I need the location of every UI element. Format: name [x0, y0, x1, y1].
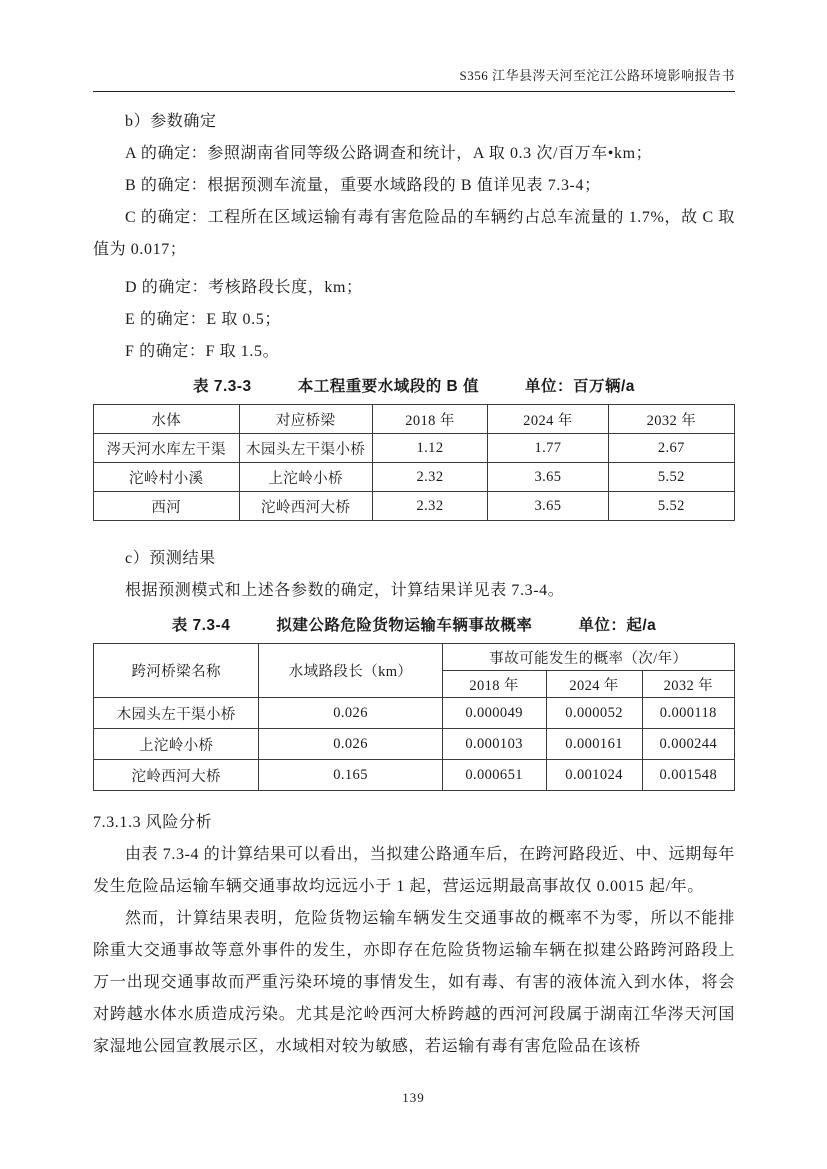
- table-cell: 0.000049: [442, 698, 546, 729]
- table-row: [94, 760, 735, 791]
- column-header: 2018 年: [442, 671, 546, 698]
- table-cell: 0.026: [259, 729, 442, 760]
- paragraph-param-b: B 的确定：根据预测车流量，重要水域路段的 B 值详见表 7.3-4；: [125, 177, 601, 194]
- table-cell: 西河: [94, 492, 240, 521]
- paragraph-param-f: F 的确定：F 取 1.5。: [125, 343, 280, 360]
- table-cell: 0.000118: [642, 698, 734, 729]
- page-number: 139: [402, 1090, 425, 1105]
- table-cell: 0.000244: [642, 729, 734, 760]
- table-cell: 沱岭西河大桥: [94, 760, 259, 791]
- table-cell: 3.65: [488, 463, 609, 492]
- table-cell: 0.001548: [642, 760, 734, 791]
- table-b-values-label: 表 7.3-3: [193, 378, 252, 395]
- column-group-header: 事故可能发生的概率（次/年）: [442, 644, 734, 671]
- table-cell: 0.026: [259, 698, 442, 729]
- table-cell: 上沱岭小桥: [239, 463, 372, 492]
- column-header: 水体: [94, 405, 240, 434]
- table-row: [94, 729, 735, 760]
- body-text: [93, 543, 735, 607]
- table-cell: 2.32: [372, 463, 487, 492]
- paragraph-param-e: E 的确定：E 取 0.5；: [125, 311, 281, 328]
- table-cell: 木园头左干渠小桥: [94, 698, 259, 729]
- table-probability-label: 表 7.3-4: [171, 617, 231, 634]
- table-cell: 上沱岭小桥: [94, 729, 259, 760]
- table-cell: 3.65: [488, 492, 609, 521]
- table-b-values-caption: [93, 376, 735, 398]
- section-heading-risk-analysis: 7.3.1.3 风险分析: [93, 814, 213, 831]
- table-cell: 木园头左干渠小桥: [239, 434, 372, 463]
- table-cell: 5.52: [608, 492, 734, 521]
- table-cell: 2.32: [372, 492, 487, 521]
- table-b-values: [93, 404, 735, 521]
- paragraph-b-heading: b）参数确定: [125, 113, 217, 130]
- column-header: 跨河桥梁名称: [94, 644, 259, 698]
- paragraph-c-heading: c）预测结果: [125, 550, 216, 567]
- column-header: 2024 年: [546, 671, 642, 698]
- column-header: 水域路段长（km）: [259, 644, 442, 698]
- table-cell: 5.52: [608, 463, 734, 492]
- running-header: [93, 0, 735, 92]
- body-text: [93, 807, 735, 1063]
- table-header-row: [94, 644, 735, 671]
- table-probability: [93, 643, 735, 791]
- paragraph-analysis-1: 由表 7.3-4 的计算结果可以看出，当拟建公路通车后，在跨河路段近、中、远期每年发生危险品运输车辆交通事故均远远小于 1 起，营运远期最高事故仅 0.0015 起/年。: [93, 846, 735, 895]
- table-cell: 1.12: [372, 434, 487, 463]
- table-row: [94, 492, 735, 521]
- table-cell: 0.000052: [546, 698, 642, 729]
- table-cell: 0.000103: [442, 729, 546, 760]
- body-text: [93, 106, 735, 368]
- column-header: 2032 年: [608, 405, 734, 434]
- column-header: 对应桥梁: [239, 405, 372, 434]
- table-cell: 0.001024: [546, 760, 642, 791]
- table-probability-title: 拟建公路危险货物运输车辆事故概率: [276, 617, 533, 634]
- column-header: 2024 年: [488, 405, 609, 434]
- paragraph-param-c: C 的确定：工程所在区域运输有毒有害危险品的车辆约占总车流量的 1.7%，故 C 取值为 0.017；: [93, 209, 735, 258]
- table-row: [94, 698, 735, 729]
- table-cell: 1.77: [488, 434, 609, 463]
- table-row: [94, 434, 735, 463]
- table-b-values-unit: 单位：百万辆/a: [525, 378, 635, 395]
- paragraph-analysis-2: 然而，计算结果表明，危险货物运输车辆发生交通事故的概率不为零，所以不能排除重大交通事故等意外事件的发生，亦即存在危险货物运输车辆在拟建公路跨河路段上万一出现交通事故而严重污染环境的事情发生，如有毒、有害的液体流入到水体，将会对跨越水体水质造成污染。尤其是沱岭西河大桥跨越的西河河段属于湖南江华涔天河国家湿地公园宣教展示区，水域相对较为敏感，若运输有毒有害危险品在该桥: [93, 910, 735, 1055]
- column-header: 2032 年: [642, 671, 734, 698]
- paragraph-param-a: A 的确定：参照湖南省同等级公路调查和统计，A 取 0.3 次/百万车•km；: [125, 145, 653, 162]
- table-cell: 沱岭村小溪: [94, 463, 240, 492]
- report-title: S356 江华县涔天河至沱江公路环境影响报告书: [459, 68, 735, 83]
- table-cell: 2.67: [608, 434, 734, 463]
- paragraph-c-intro: 根据预测模式和上述各参数的确定，计算结果详见表 7.3-4。: [125, 582, 565, 599]
- table-cell: 0.165: [259, 760, 442, 791]
- table-row: [94, 463, 735, 492]
- column-header: 2018 年: [372, 405, 487, 434]
- table-header-row: [94, 405, 735, 434]
- table-cell: 0.000651: [442, 760, 546, 791]
- table-cell: 0.000161: [546, 729, 642, 760]
- paragraph-param-d: D 的确定：考核路段长度，km；: [125, 279, 363, 296]
- table-probability-unit: 单位：起/a: [578, 617, 657, 634]
- table-cell: 沱岭西河大桥: [239, 492, 372, 521]
- table-b-values-title: 本工程重要水域段的 B 值: [297, 378, 479, 395]
- table-cell: 涔天河水库左干渠: [94, 434, 240, 463]
- table-probability-caption: [93, 615, 735, 637]
